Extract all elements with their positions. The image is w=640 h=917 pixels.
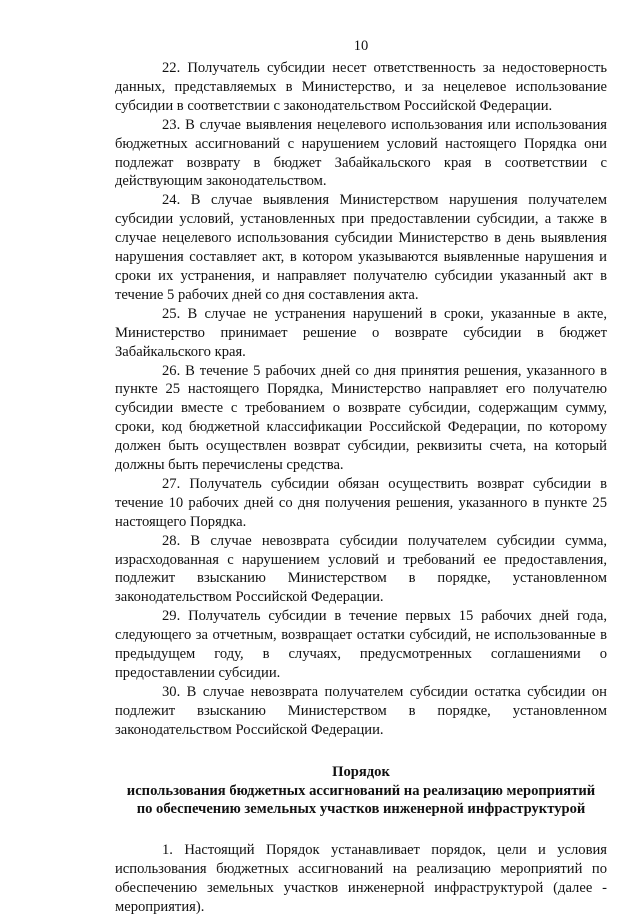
paragraph-22: 22. Получатель субсидии несет ответственность за недостоверность данных, представляемых в Министерство, и за нецелевое использование субсидии в соответствии с законодательством Российской Федерации. (115, 60, 607, 114)
section-paragraph-1: 1. Настоящий Порядок устанавливает порядок, цели и условия использования бюджетных ассигнований на реализацию мероприятий по обеспечению земельных участков инженерной инфраструктурой (далее - мероприятия). (115, 842, 607, 916)
section-title: Порядок (332, 763, 390, 780)
paragraph-24: 24. В случае выявления Министерством нарушения получателем субсидии условий, установленных при предоставлении субсидии, а также в случае нецелевого использования субсидии Министерство в день выявления нарушения составляет акт, в котором указываются выявленные нарушения и сроки их устранения, и направляет получателю субсидии указанный акт в течение 5 рабочих дней со дня составления акта. (115, 192, 607, 303)
section-subtitle-line-2: по обеспечению земельных участков инженерной инфраструктурой (136, 801, 586, 818)
paragraph-29: 29. Получатель субсидии в течение первых 15 рабочих дней года, следующего за отчетным, возвращает остатки субсидий, не использованные в предыдущем году, в случаях, предусмотренных соглашениями о предоставлении субсидии. (115, 608, 607, 681)
page-number: 10 (353, 38, 369, 54)
paragraph-27: 27. Получатель субсидии обязан осуществить возврат субсидии в течение 10 рабочих дней со дня получения решения, указанного в пункте 25 настоящего Порядка. (115, 475, 607, 530)
section-title-block (115, 763, 607, 820)
paragraph-26: 26. В течение 5 рабочих дней со дня принятия решения, указанного в пункте 25 настоящего Порядка, Министерство направляет его получателю субсидии вместе с требованием о возврате субсидии, содержащим сумму, сроки, код бюджетной классификации Российской Федерации, по которому должен быть осуществлен возврат субсидии, реквизиты счета, на который должны быть перечислены средства. (115, 362, 607, 474)
paragraph-30: 30. В случае невозврата получателем субсидии остатка субсидии он подлежит взысканию Министерством в порядке, установленном законодательством Российской Федерации. (115, 683, 607, 738)
paragraph-28: 28. В случае невозврата субсидии получателем субсидии сумма, израсходованная с нарушением условий и требований ее предоставления, подлежит взысканию Министерством в порядке, установленном законодательством Российской Федерации. (115, 532, 607, 606)
paragraph-25: 25. В случае не устранения нарушений в сроки, указанные в акте, Министерство принимает решение о возврате субсидии в бюджет Забайкальского края. (115, 305, 607, 360)
section-subtitle-line-1: использования бюджетных ассигнований на реализацию мероприятий (126, 782, 596, 799)
paragraph-23: 23. В случае выявления нецелевого использования или использования бюджетных ассигнований с нарушением условий настоящего Порядка они подлежат возврату в бюджет Забайкальского края в соответствии с действующим законодательством. (115, 116, 607, 190)
